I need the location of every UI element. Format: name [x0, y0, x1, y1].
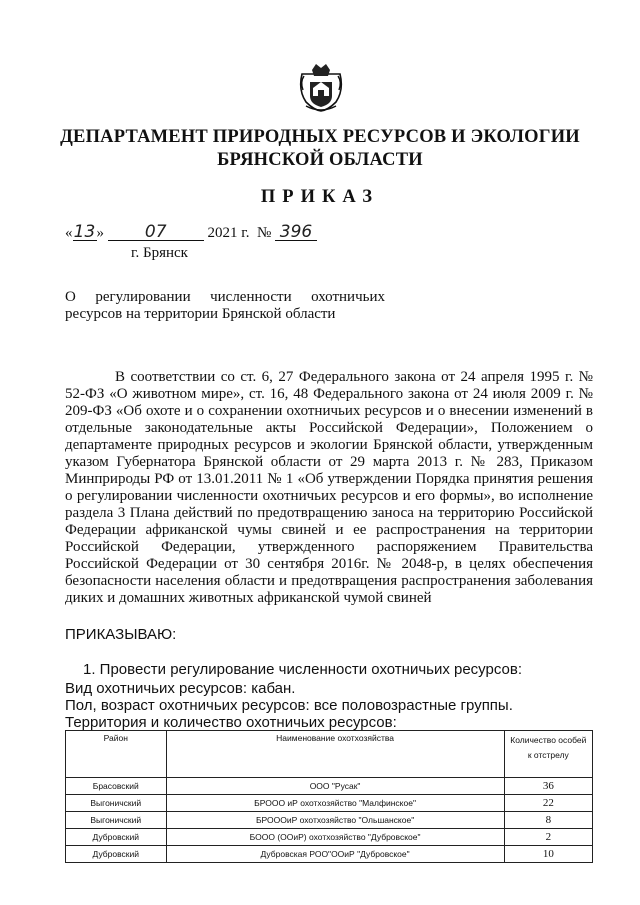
order-directive: ПРИКАЗЫВАЮ: — [65, 626, 177, 643]
date-close-quote: » — [96, 225, 104, 241]
order-month: 07 — [108, 224, 204, 241]
cell-farm: БООО (ООиР) охотхозяйство "Дубровское" — [166, 829, 504, 846]
organization-name-line2: БРЯНСКОЙ ОБЛАСТИ — [217, 150, 423, 170]
cell-farm: ООО "Русак" — [166, 778, 504, 795]
order-date-line — [65, 224, 317, 242]
order-subject — [65, 289, 385, 323]
order-year: 2021 г. — [207, 225, 250, 241]
cell-farm: Дубровская РОО"ООиР "Дубровское" — [166, 846, 504, 863]
table-header-row — [66, 731, 593, 778]
table-row — [66, 846, 593, 863]
cell-district: Выгоничский — [66, 795, 167, 812]
header-quantity: Количество особей к отстрелу — [504, 731, 592, 778]
territory-line: Территория и количество охотничьих ресурсов: — [65, 714, 397, 731]
cell-quantity: 2 — [504, 829, 592, 846]
organization-name-line1: ДЕПАРТАМЕНТ ПРИРОДНЫХ РЕСУРСОВ И ЭКОЛОГИИ — [60, 127, 580, 147]
date-open-quote: « — [65, 225, 73, 241]
table-row — [66, 829, 593, 846]
header-farm: Наименование охотхозяйства — [166, 731, 504, 778]
subject-line2: ресурсов на территории Брянской области — [65, 306, 336, 322]
cell-district: Дубровский — [66, 829, 167, 846]
cell-quantity: 36 — [504, 778, 592, 795]
coat-of-arms-emblem — [298, 60, 344, 112]
table-row — [66, 795, 593, 812]
order-day: 13 — [73, 222, 96, 242]
table-row — [66, 778, 593, 795]
cell-quantity: 22 — [504, 795, 592, 812]
document-type-title: ПРИКАЗ — [260, 187, 380, 207]
cell-quantity: 8 — [504, 812, 592, 829]
city-name: г. Брянск — [131, 245, 188, 261]
cell-district: Дубровский — [66, 846, 167, 863]
hunting-quota-table — [65, 730, 593, 863]
preamble-paragraph: В соответствии со ст. 6, 27 Федерального закона от 24 апреля 1995 г. № 52-ФЗ «О животном мире», ст. 16, 48 Федерального закона от 24 июля 2009 г. № 209-ФЗ «Об охоте и о сохранении охотничьих ресурсов и о внесении изменений в отдельные законодательные акты Российской Федерации», Положением о департаменте природных ресурсов и экологии Брянской области, утвержденным указом Губернатора Брянской области от 29 марта 2013 г. № 283, Приказом Минприроды РФ от 13.01.2011 № 1 «Об утверждении Порядка принятия решения о регулировании численности охотничьих ресурсов и его формы», во исполнение раздела 3 Плана действий по предотвращению заноса на территорию Российской Федерации африканской чумы свиней и ее распространения на территории Российской Федерации, утвержденного распоряжением Правительства Российской Федерации от 30 сентября 2016г. № 2048-р, в целях обеспечения безопасности населения области и предотвращения распространения заболевания диких и домашних животных африканской чумой свиней — [65, 369, 593, 606]
order-number-label: № — [256, 225, 272, 241]
cell-farm: БРООО иР охотхозяйство "Малфинское" — [166, 795, 504, 812]
subject-line1: О регулировании численности охотничьих — [65, 289, 385, 305]
cell-district: Брасовский — [66, 778, 167, 795]
cell-district: Выгоничский — [66, 812, 167, 829]
species-line: Вид охотничьих ресурсов: кабан. — [65, 680, 296, 697]
cell-quantity: 10 — [504, 846, 592, 863]
order-item-1: 1. Провести регулирование численности охотничьих ресурсов: — [83, 661, 523, 678]
sex-age-line: Пол, возраст охотничьих ресурсов: все половозрастные группы. — [65, 697, 513, 714]
table-row — [66, 812, 593, 829]
order-number: 396 — [275, 224, 317, 241]
cell-farm: БРОООиР охотхозяйство "Ольшанское" — [166, 812, 504, 829]
header-district: Район — [66, 731, 167, 778]
